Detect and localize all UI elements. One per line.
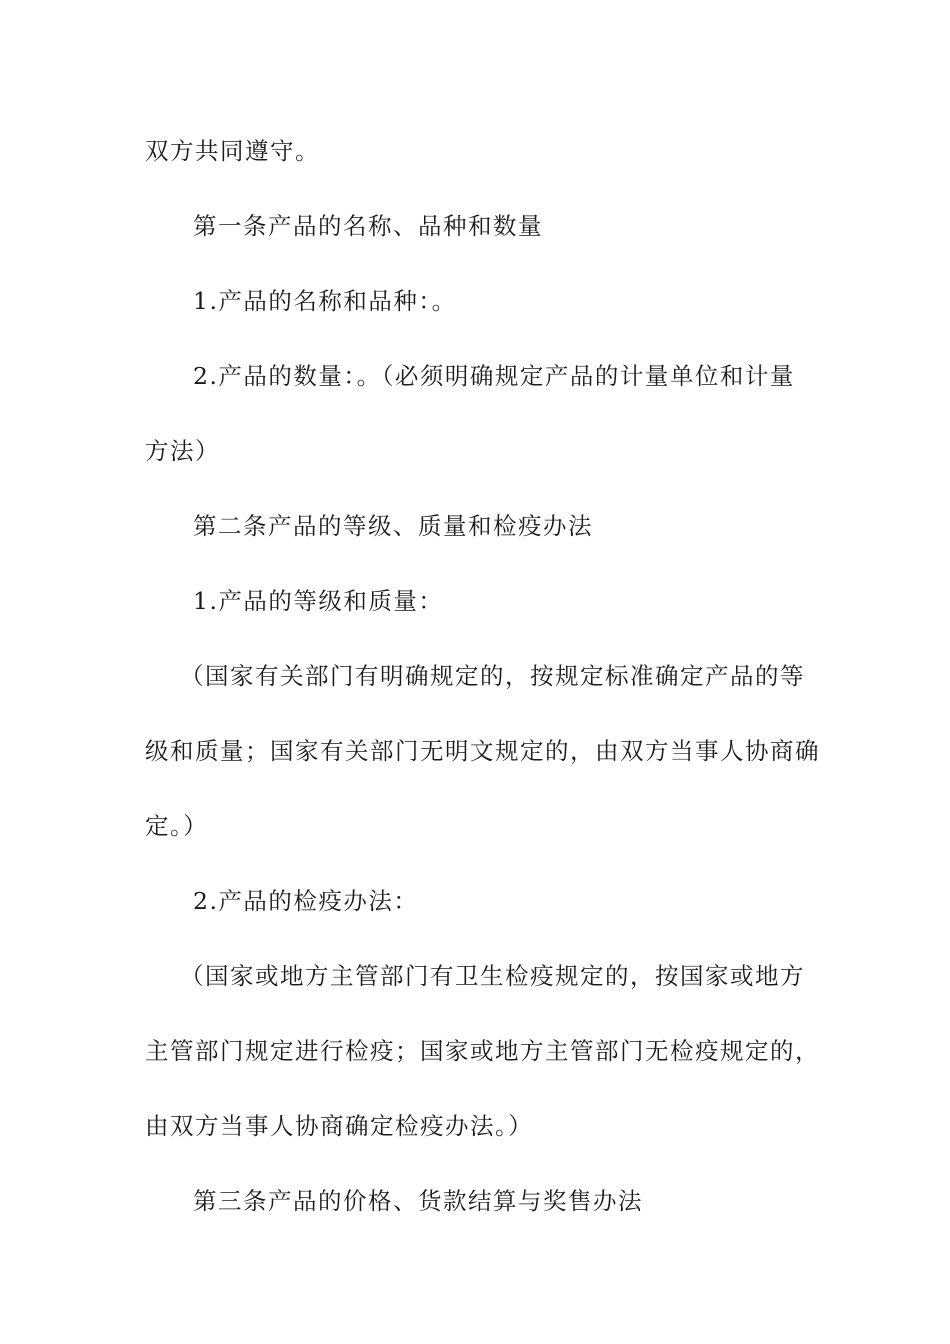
paragraph-text: 双方共同遵守。	[145, 137, 320, 165]
list-item: 1.产品的名称和品种：。	[193, 287, 457, 315]
paragraph-text: （国家有关部门有明确规定的，按规定标准确定产品的等	[180, 662, 805, 690]
list-item: 2.产品的检疫办法：	[193, 887, 419, 915]
paragraph-text: （国家或地方主管部门有卫生检疫规定的，按国家或地方	[180, 962, 805, 990]
article-heading: 第一条产品的名称、品种和数量	[193, 212, 543, 240]
article-heading: 第三条产品的价格、货款结算与奖售办法	[193, 1187, 643, 1215]
article-heading: 第二条产品的等级、质量和检疫办法	[193, 512, 593, 540]
paragraph-text: 由双方当事人协商确定检疫办法。）	[145, 1112, 534, 1140]
list-item: 2.产品的数量：。（必须明确规定产品的计量单位和计量	[193, 362, 795, 390]
paragraph-text: 级和质量；国家有关部门无明文规定的，由双方当事人协商确	[145, 737, 820, 765]
list-item: 1.产品的等级和质量：	[193, 587, 444, 615]
paragraph-text: 主管部门规定进行检疫；国家或地方主管部门无检疫规定的，	[145, 1037, 820, 1065]
paragraph-text: 定。）	[145, 812, 209, 840]
paragraph-text: 方法）	[145, 437, 220, 465]
